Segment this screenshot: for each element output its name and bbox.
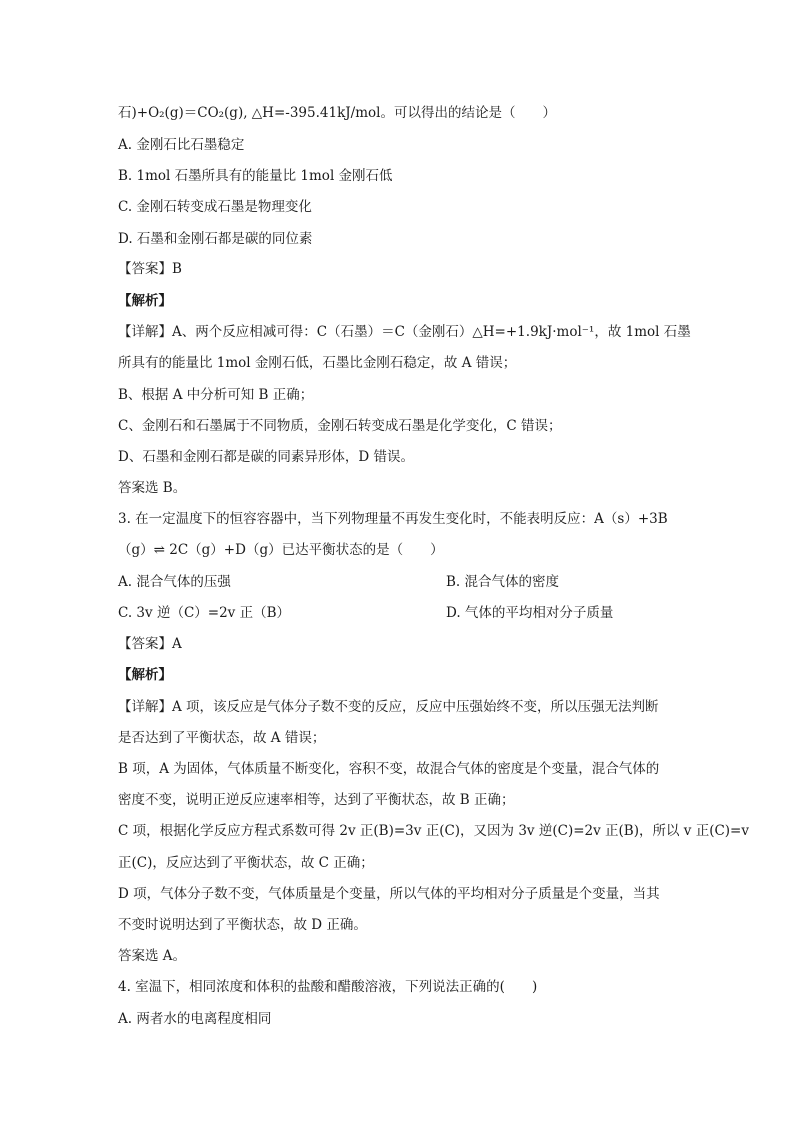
option-c: C. 金刚石转变成石墨是物理变化 [118, 199, 312, 215]
explanation-line: C 项，根据化学反应方程式系数可得 2v 正(B)=3v 正(C)，又因为 3v 逆(C)=2v 正(B)，所以 v 正(C)=v [118, 823, 749, 839]
explanation-line: B 项，A 为固体，气体质量不断变化，容积不变，故混合气体的密度是个变量，混合气体的 [118, 761, 660, 777]
explanation-line: 所具有的能量比 1mol 金刚石低，石墨比金刚石稳定，故 A 错误； [118, 355, 517, 371]
explanation-line: 【详解】A、两个反应相减可得：C（石墨）＝C（金刚石）△H=+1.9kJ·mol⁻¹，故 1mol 石墨 [118, 324, 691, 340]
explanation-line: B、根据 A 中分析可知 B 正确； [118, 387, 314, 403]
explanation-line: D 项，气体分子数不变，气体质量是个变量，所以气体的平均相对分子质量是个变量，当其 [118, 886, 660, 902]
answer-label: 【答案】B [118, 261, 182, 277]
option-a: A. 两者水的电离程度相同 [118, 1011, 272, 1027]
explanation-line: 正(C)，反应达到了平衡状态，故 C 正确； [118, 855, 374, 871]
analysis-label: 【解析】 [118, 667, 172, 683]
explanation-line: 【详解】A 项，该反应是气体分子数不变的反应，反应中压强始终不变，所以压强无法判断 [118, 699, 659, 715]
option-a: A. 金刚石比石墨稳定 [118, 137, 245, 153]
answer-choice: 答案选 B。 [118, 480, 187, 496]
explanation-line: 是否达到了平衡状态，故 A 错误； [118, 730, 326, 746]
analysis-label: 【解析】 [118, 293, 172, 309]
explanation-line: 密度不变，说明正逆反应速率相等，达到了平衡状态，故 B 正确； [118, 792, 515, 808]
answer-label: 【答案】A [118, 636, 182, 652]
option-d: D. 石墨和金刚石都是碳的同位素 [118, 231, 313, 247]
option-c: C. 3v 逆（C）=2v 正（B） [118, 605, 291, 621]
option-a: A. 混合气体的压强 [118, 574, 231, 590]
question-3-cont: （g）⇌ 2C（g）+D（g）已达平衡状态的是（ ） [118, 542, 444, 558]
option-d: D. 气体的平均相对分子质量 [446, 605, 614, 621]
question-4: 4. 室温下，相同浓度和体积的盐酸和醋酸溶液，下列说法正确的( ) [118, 979, 538, 995]
explanation-line: 不变时说明达到了平衡状态，故 D 正确。 [118, 917, 367, 933]
answer-choice: 答案选 A。 [118, 948, 187, 964]
explanation-line: C、金刚石和石墨属于不同物质，金刚石转变成石墨是化学变化，C 错误； [118, 418, 562, 434]
option-b: B. 1mol 石墨所具有的能量比 1mol 金刚石低 [118, 168, 393, 184]
question-3: 3. 在一定温度下的恒容容器中，当下列物理量不再发生变化时，不能表明反应：A（s）+3B [118, 511, 668, 527]
option-b: B. 混合气体的密度 [446, 574, 560, 590]
explanation-line: D、石墨和金刚石都是碳的同素异形体，D 错误。 [118, 449, 414, 465]
text-line-1: 石)+O₂(g)＝CO₂(g), △H=-395.41kJ/mol。可以得出的结论是（ ） [118, 105, 556, 121]
